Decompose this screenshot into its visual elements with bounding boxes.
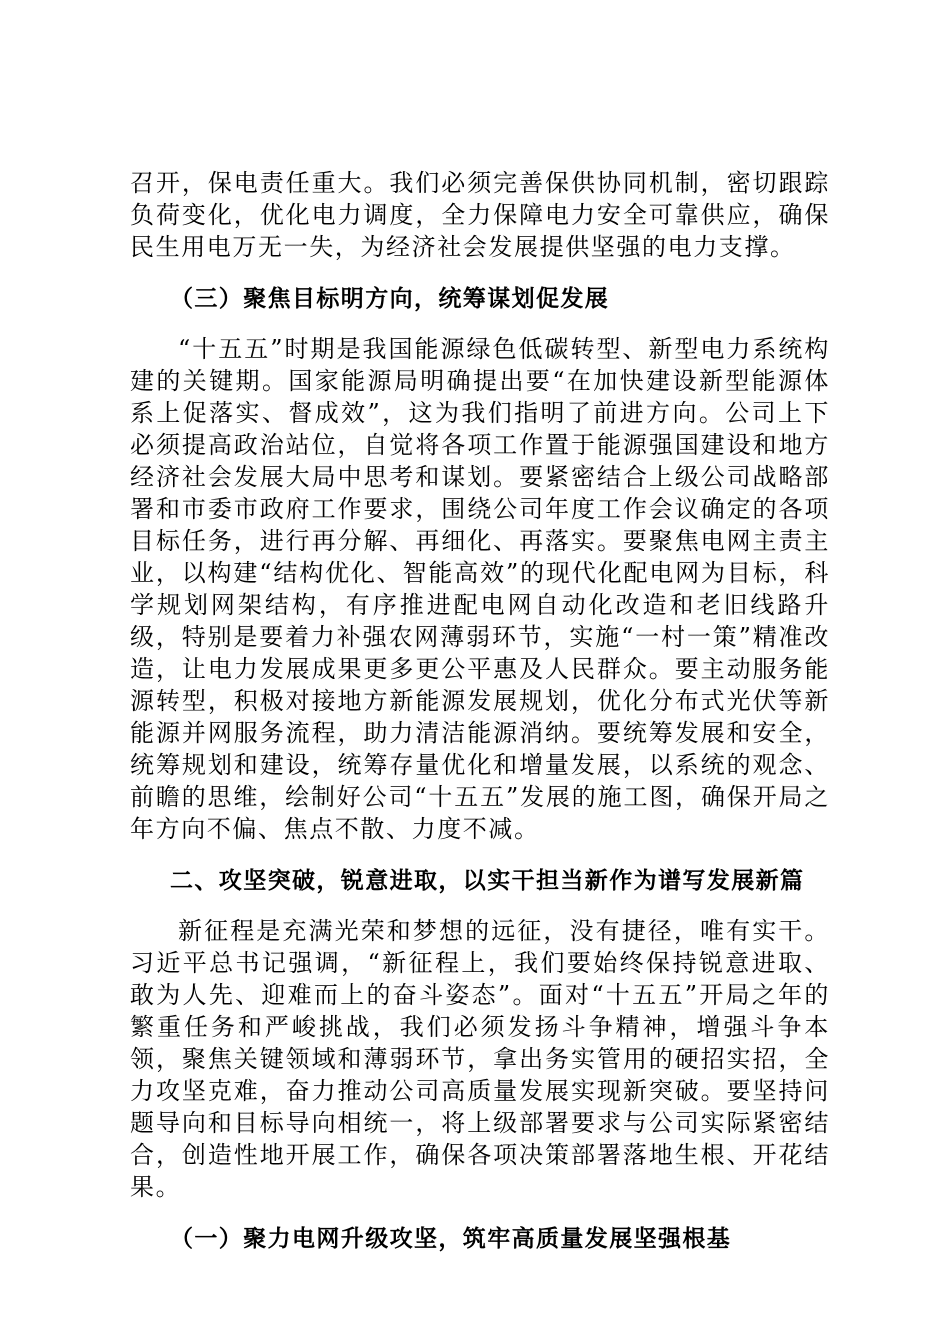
spacer <box>130 263 830 283</box>
spacer <box>130 315 830 333</box>
spacer <box>130 897 830 915</box>
spacer <box>130 845 830 865</box>
section-heading-1: （一）聚力电网升级攻坚，筑牢高质量发展坚强根基 <box>170 1226 732 1252</box>
document-body <box>130 167 830 1255</box>
paragraph-chapter-2: 新征程是充满光荣和梦想的远征，没有捷径，唯有实干。习近平总书记强调，“新征程上，我们要始终保持锐意进取、敢为人先、迎难而上的奋斗姿态”。面对“十五五”开局之年的繁重任务和严峻挑战，我们必须发扬斗争精神，增强斗争本领，聚焦关键领域和薄弱环节，拿出务实管用的硬招实招，全力攻坚克难，奋力推动公司高质量发展实现新突破。要坚持问题导向和目标导向相统一，将上级部署要求与公司实际紧密结合，创造性地开展工作，确保各项决策部署落地生根、开花结果。 <box>130 917 830 1201</box>
spacer <box>130 1203 830 1223</box>
paragraph-continuation: 召开，保电责任重大。我们必须完善保供协同机制，密切跟踪负荷变化，优化电力调度，全力保障电力安全可靠供应，确保民生用电万无一失，为经济社会发展提供坚强的电力支撑。 <box>130 169 830 261</box>
chapter-heading-2: 二、攻坚突破，锐意进取，以实干担当新作为谱写发展新篇 <box>170 868 805 894</box>
section-heading-3: （三）聚焦目标明方向，统筹谋划促发展 <box>170 286 610 312</box>
paragraph-section-3: “十五五”时期是我国能源绿色低碳转型、新型电力系统构建的关键期。国家能源局明确提出要“在加快建设新型能源体系上促落实、督成效”，这为我们指明了前进方向。公司上下必须提高政治站位，自觉将各项工作置于能源强国建设和地方经济社会发展大局中思考和谋划。要紧密结合上级公司战略部署和市委市政府工作要求，围绕公司年度工作会议确定的各项目标任务，进行再分解、再细化、再落实。要聚焦电网主责主业，以构建“结构优化、智能高效”的现代化配电网为目标，科学规划网架结构，有序推进配电网自动化改造和老旧线路升级，特别是要着力补强农网薄弱环节，实施“一村一策”精准改造，让电力发展成果更多更公平惠及人民群众。要主动服务能源转型，积极对接地方新能源发展规划，优化分布式光伏等新能源并网服务流程，助力清洁能源消纳。要统筹发展和安全，统筹规划和建设，统筹存量优化和增量发展，以系统的观念、前瞻的思维，绘制好公司“十五五”发展的施工图，确保开局之年方向不偏、焦点不散、力度不减。 <box>130 335 830 843</box>
